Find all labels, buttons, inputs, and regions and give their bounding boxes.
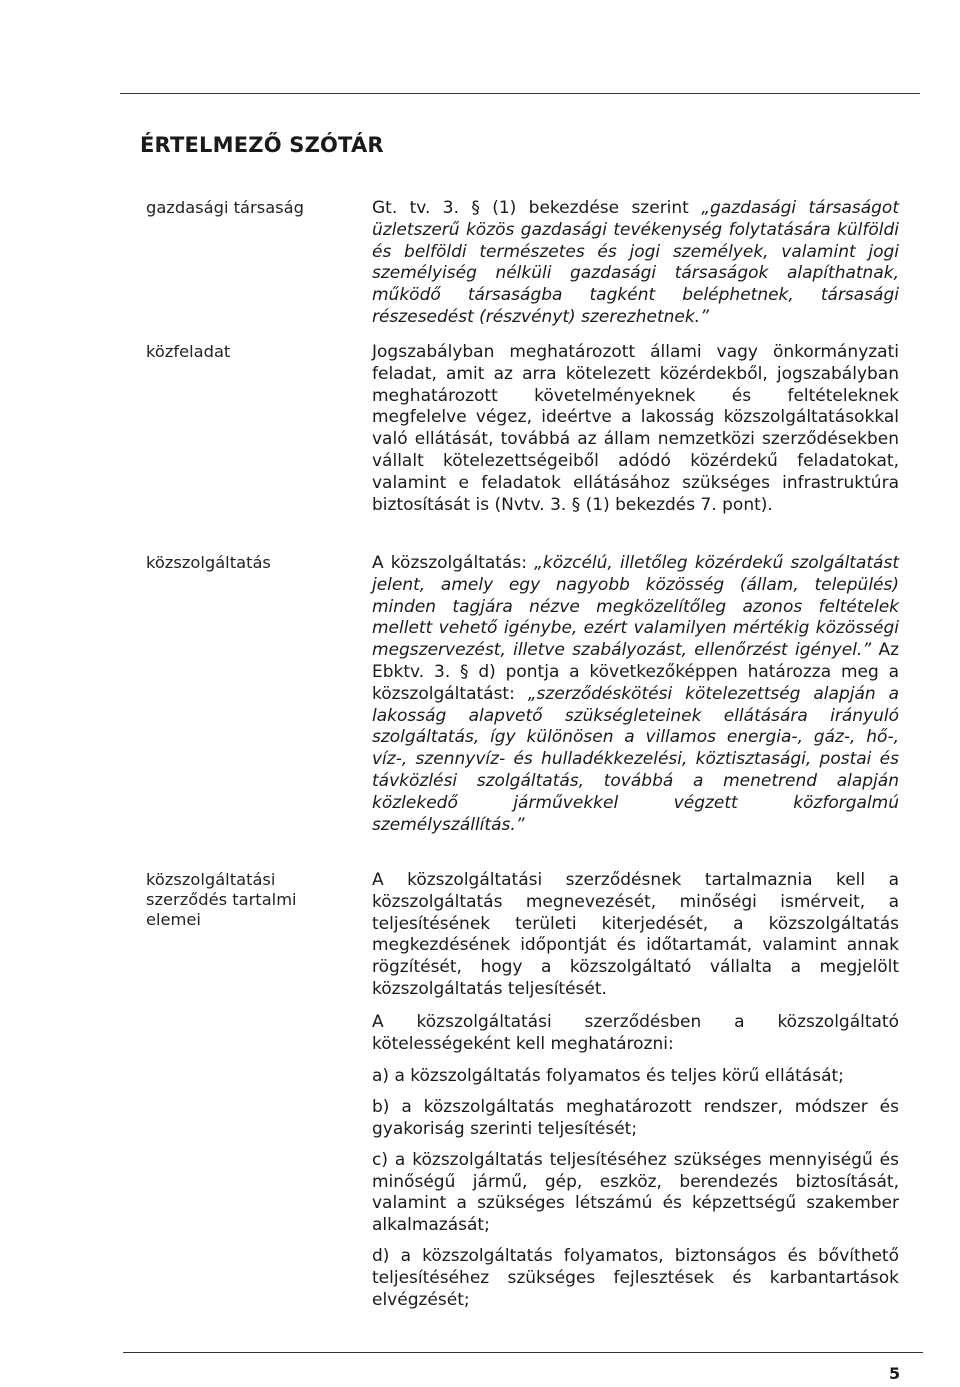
definition-gazdasagi-tarsasag xyxy=(372,198,899,329)
definition-quote-2: „szerződéskötési kötelezettség alapján a lakosság alapvető szükségleteinek ellátására irányuló szolgáltatás, így különösen a villamos energia-, gáz-, hő-, víz-, szennyvíz- és hulladékkezelési, köztisztasági, postai és távközlési szolgáltatás, továbbá a menetrend alapján közlekedő járművekkel végzett közforgalmú személyszállítás.” xyxy=(372,683,900,835)
definition-quote-1: „közcélú, illetőleg közérdekű szolgáltatást jelent, amely egy nagyobb közösség (állam, település) minden tagjára nézve megközelítőleg azonos feltételek mellett vehető igénybe, ezért valamilyen mértékig közösségi megszervezést, illetve szabályozást, ellenőrzést igényel.” xyxy=(372,553,899,661)
definition-paragraph xyxy=(372,198,899,329)
obligations-list xyxy=(372,1066,899,1311)
definition-paragraph: Jogszabályban meghatározott állami vagy önkormányzati feladat, amit az arra kötelezett közérdekből, jogszabályban meghatározott követelményeknek és feltételeknek megfelelve végez, ideértve a lakosság közszolgáltatásokkal való ellátását, továbbá az állam nemzetközi szerződésekben vállalt kötelezettségeiből adódó közérdekű feladatokat, valamint e feladatok ellátásához szükséges infrastruktúra biztosítását is (Nvtv. 3. § (1) bekezdés 7. pont). xyxy=(372,342,899,515)
definition-middle-text: Az Ebktv. 3. § d) pontja a következőképpen határozza meg a közszolgáltatást: xyxy=(372,640,899,704)
list-item: b) a közszolgáltatás meghatározott rendszer, módszer és gyakoriság szerinti teljesítését; xyxy=(372,1097,899,1139)
definition-paragraph-2: A közszolgáltatási szerződésben a közszolgáltató kötelességeként kell meghatározni: xyxy=(372,1011,899,1054)
definition-kozszolgaltatasi-szerzodes xyxy=(372,870,899,1311)
page-number: 5 xyxy=(889,1364,901,1383)
definition-quote: „gazdasági társaságot üzletszerű közös gazdasági tevékenység folytatására külföldi és belföldi természetes és jogi személyek, valamint jogi személyiség nélküli gazdasági társaságok alapíthatnak, működő társaságba tagként beléphetnek, társasági részesedést (részvényt) szerezhetnek.” xyxy=(372,198,899,327)
definition-paragraph xyxy=(372,553,899,836)
definition-paragraph-1: A közszolgáltatási szerződésnek tartalmaznia kell a közszolgáltatás megnevezését, minőségi ismérveit, a teljesítésének területi kiterjedését, a közszolgáltatás megkezdésének időpontját és időtartamát, valamint annak rögzítését, hogy a közszolgáltató vállalta a megjelölt közszolgáltatás teljesítését. xyxy=(372,870,899,999)
list-item: a) a közszolgáltatás folyamatos és teljes körű ellátását; xyxy=(372,1066,844,1087)
term-kozszolgaltatasi-szerzodes: közszolgáltatási szerződés tartalmi elemei xyxy=(146,870,297,929)
list-item: c) a közszolgáltatás teljesítéséhez szükséges mennyiségű és minőségű jármű, gép, eszköz, berendezés biztosítását, valamint a szükséges létszámú és képzettségű szakember alkalmazását; xyxy=(372,1149,899,1236)
bottom-rule xyxy=(123,1352,923,1353)
term-kozszolgaltatas: közszolgáltatás xyxy=(146,553,271,572)
term-gazdasagi-tarsasag: gazdasági társaság xyxy=(146,198,304,217)
definition-lead-text: Gt. tv. 3. § (1) bekezdése szerint xyxy=(372,198,702,218)
definition-kozfeladat xyxy=(372,342,899,516)
definition-lead-text: A közszolgáltatás: xyxy=(372,553,535,573)
top-rule xyxy=(120,93,920,94)
definition-kozszolgaltatas xyxy=(372,553,899,836)
term-kozfeladat: közfeladat xyxy=(146,342,231,361)
page-heading: ÉRTELMEZŐ SZÓTÁR xyxy=(140,133,384,157)
list-item: d) a közszolgáltatás folyamatos, biztonságos és bővíthető teljesítéséhez szükséges fejlesztések és karbantartások elvégzését; xyxy=(372,1245,899,1310)
